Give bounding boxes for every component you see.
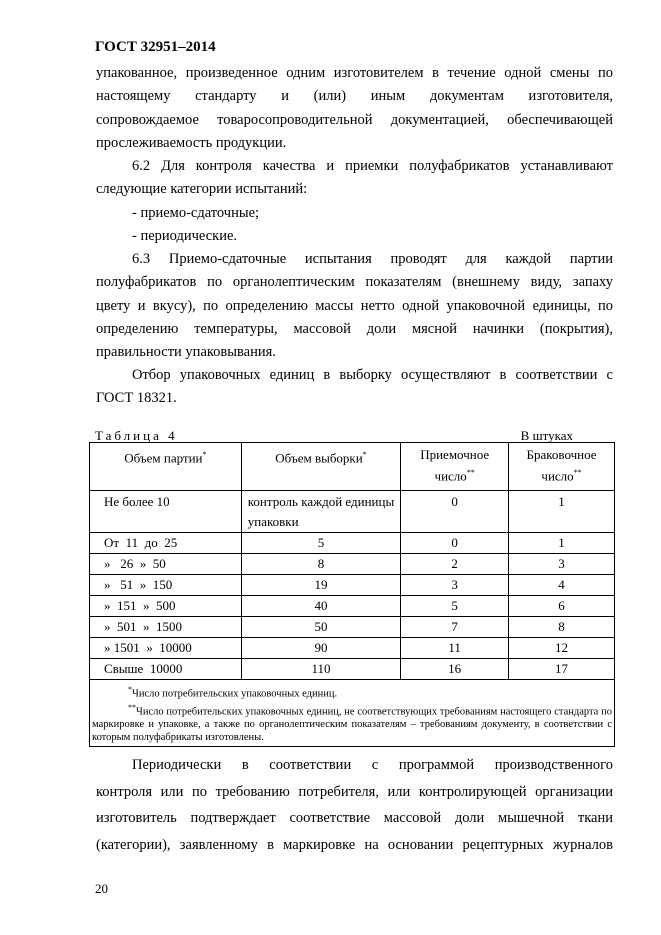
cell-lot: » 1501 » 10000	[90, 638, 242, 659]
paragraph-sampling	[96, 364, 613, 411]
list-item: - периодические.	[132, 227, 238, 244]
cell-sample: 19	[241, 575, 400, 596]
table-row	[90, 638, 615, 659]
table-row	[90, 491, 615, 533]
cell-lot: » 26 » 50	[90, 554, 242, 575]
cell-lot: » 151 » 500	[90, 596, 242, 617]
text-line: ГОСТ 18321.	[96, 390, 177, 407]
table-header-row	[90, 443, 615, 491]
header-lot-size: Объем партии*	[90, 443, 242, 491]
cell-reject: 12	[509, 638, 615, 659]
text-line: определению температуры, массовой доли мясной начинки (покрытия),	[96, 320, 613, 337]
text-line: контроля или по требованию потребителя, или контролирующей организации	[96, 783, 613, 800]
paragraph-continuation	[96, 62, 613, 155]
cell-sample: 50	[241, 617, 400, 638]
text-line: изготовитель подтверждает соответствие массовой доли мышечной ткани	[96, 810, 613, 826]
cell-reject: 1	[509, 491, 615, 533]
table-row	[90, 617, 615, 638]
table-row	[90, 554, 615, 575]
cell-lot: Не более 10	[90, 491, 242, 533]
cell-accept: 0	[401, 491, 509, 533]
text-line: цвету и вкусу), по определению массы нетто одной упаковочной единицы, по	[96, 297, 613, 314]
text-line: 6.3 Приемо-сдаточные испытания проводят для каждой партии	[132, 251, 613, 267]
text-line: следующие категории испытаний:	[96, 181, 308, 198]
cell-accept: 5	[401, 596, 509, 617]
paragraph-6-3	[96, 248, 613, 364]
text-line: 6.2 Для контроля качества и приемки полуфабрикатов устанавливают	[132, 158, 613, 174]
document-header: ГОСТ 32951–2014	[95, 39, 216, 55]
cell-reject: 4	[509, 575, 615, 596]
cell-reject: 3	[509, 554, 615, 575]
footnote-1: *Число потребительских упаковочных единиц.	[128, 685, 338, 700]
cell-sample: 8	[241, 554, 400, 575]
header-sample-size: Объем выборки*	[241, 443, 400, 491]
cell-accept: 16	[401, 659, 509, 680]
text-line: настоящему стандарту и (или) иным документам изготовителя,	[96, 88, 613, 105]
table-row	[90, 533, 615, 554]
table-row	[90, 659, 615, 680]
cell-accept: 7	[401, 617, 509, 638]
cell-lot: » 51 » 150	[90, 575, 242, 596]
text-line: Периодически в соответствии с программой производственного	[132, 757, 613, 773]
cell-accept: 3	[401, 575, 509, 596]
cell-accept: 11	[401, 638, 509, 659]
table-notes	[90, 680, 615, 747]
table-units: В штуках	[520, 428, 573, 443]
cell-sample: 5	[241, 533, 400, 554]
cell-lot: От 11 до 25	[90, 533, 242, 554]
cell-reject: 17	[509, 659, 615, 680]
sampling-table	[89, 442, 615, 747]
header-acceptance-number: Приемочное число**	[401, 443, 509, 491]
footnote-2: **Число потребительских упаковочных единиц, не соответствующих требованиям настоящего стандарта по маркировке и упаковке, а также по органолептическим показателям – требованиям документу, в соответствии с которым полуфабрикаты изготовлены.	[92, 702, 612, 743]
cell-sample: контроль каждой единицы упаковки	[241, 491, 400, 533]
header-rejection-number: Браковочное число**	[509, 443, 615, 491]
text-line: Отбор упаковочных единиц в выборку осуществляют в соответствии с	[132, 367, 613, 383]
cell-lot: » 501 » 1500	[90, 617, 242, 638]
text-line: упакованное, произведенное одним изготовителем в течение одной смены по	[96, 65, 613, 81]
text-line: (категории), заявленному в маркировке на основании рецептурных журналов	[96, 836, 613, 853]
cell-lot: Свыше 10000	[90, 659, 242, 680]
table-notes-row	[90, 680, 615, 747]
table-row	[90, 596, 615, 617]
list-item: - приемо-сдаточные;	[132, 204, 260, 221]
cell-accept: 2	[401, 554, 509, 575]
cell-sample: 90	[241, 638, 400, 659]
text-line: правильности упаковывания.	[96, 344, 276, 361]
cell-sample: 110	[241, 659, 400, 680]
cell-sample: 40	[241, 596, 400, 617]
page-number: 20	[95, 881, 108, 896]
text-line: полуфабрикатов по органолептическим показателям (внешнему виду, запаху	[96, 274, 613, 291]
cell-accept: 0	[401, 533, 509, 554]
cell-reject: 1	[509, 533, 615, 554]
paragraph-6-2	[96, 155, 613, 248]
table-row	[90, 575, 615, 596]
cell-reject: 6	[509, 596, 615, 617]
paragraph-periodic	[96, 752, 613, 858]
text-line: сопровождаемое товаросопроводительной документацией, обеспечивающей	[96, 111, 613, 128]
cell-reject: 8	[509, 617, 615, 638]
table-title: Таблица 4	[95, 428, 178, 443]
text-line: прослеживаемость продукции.	[96, 134, 287, 151]
